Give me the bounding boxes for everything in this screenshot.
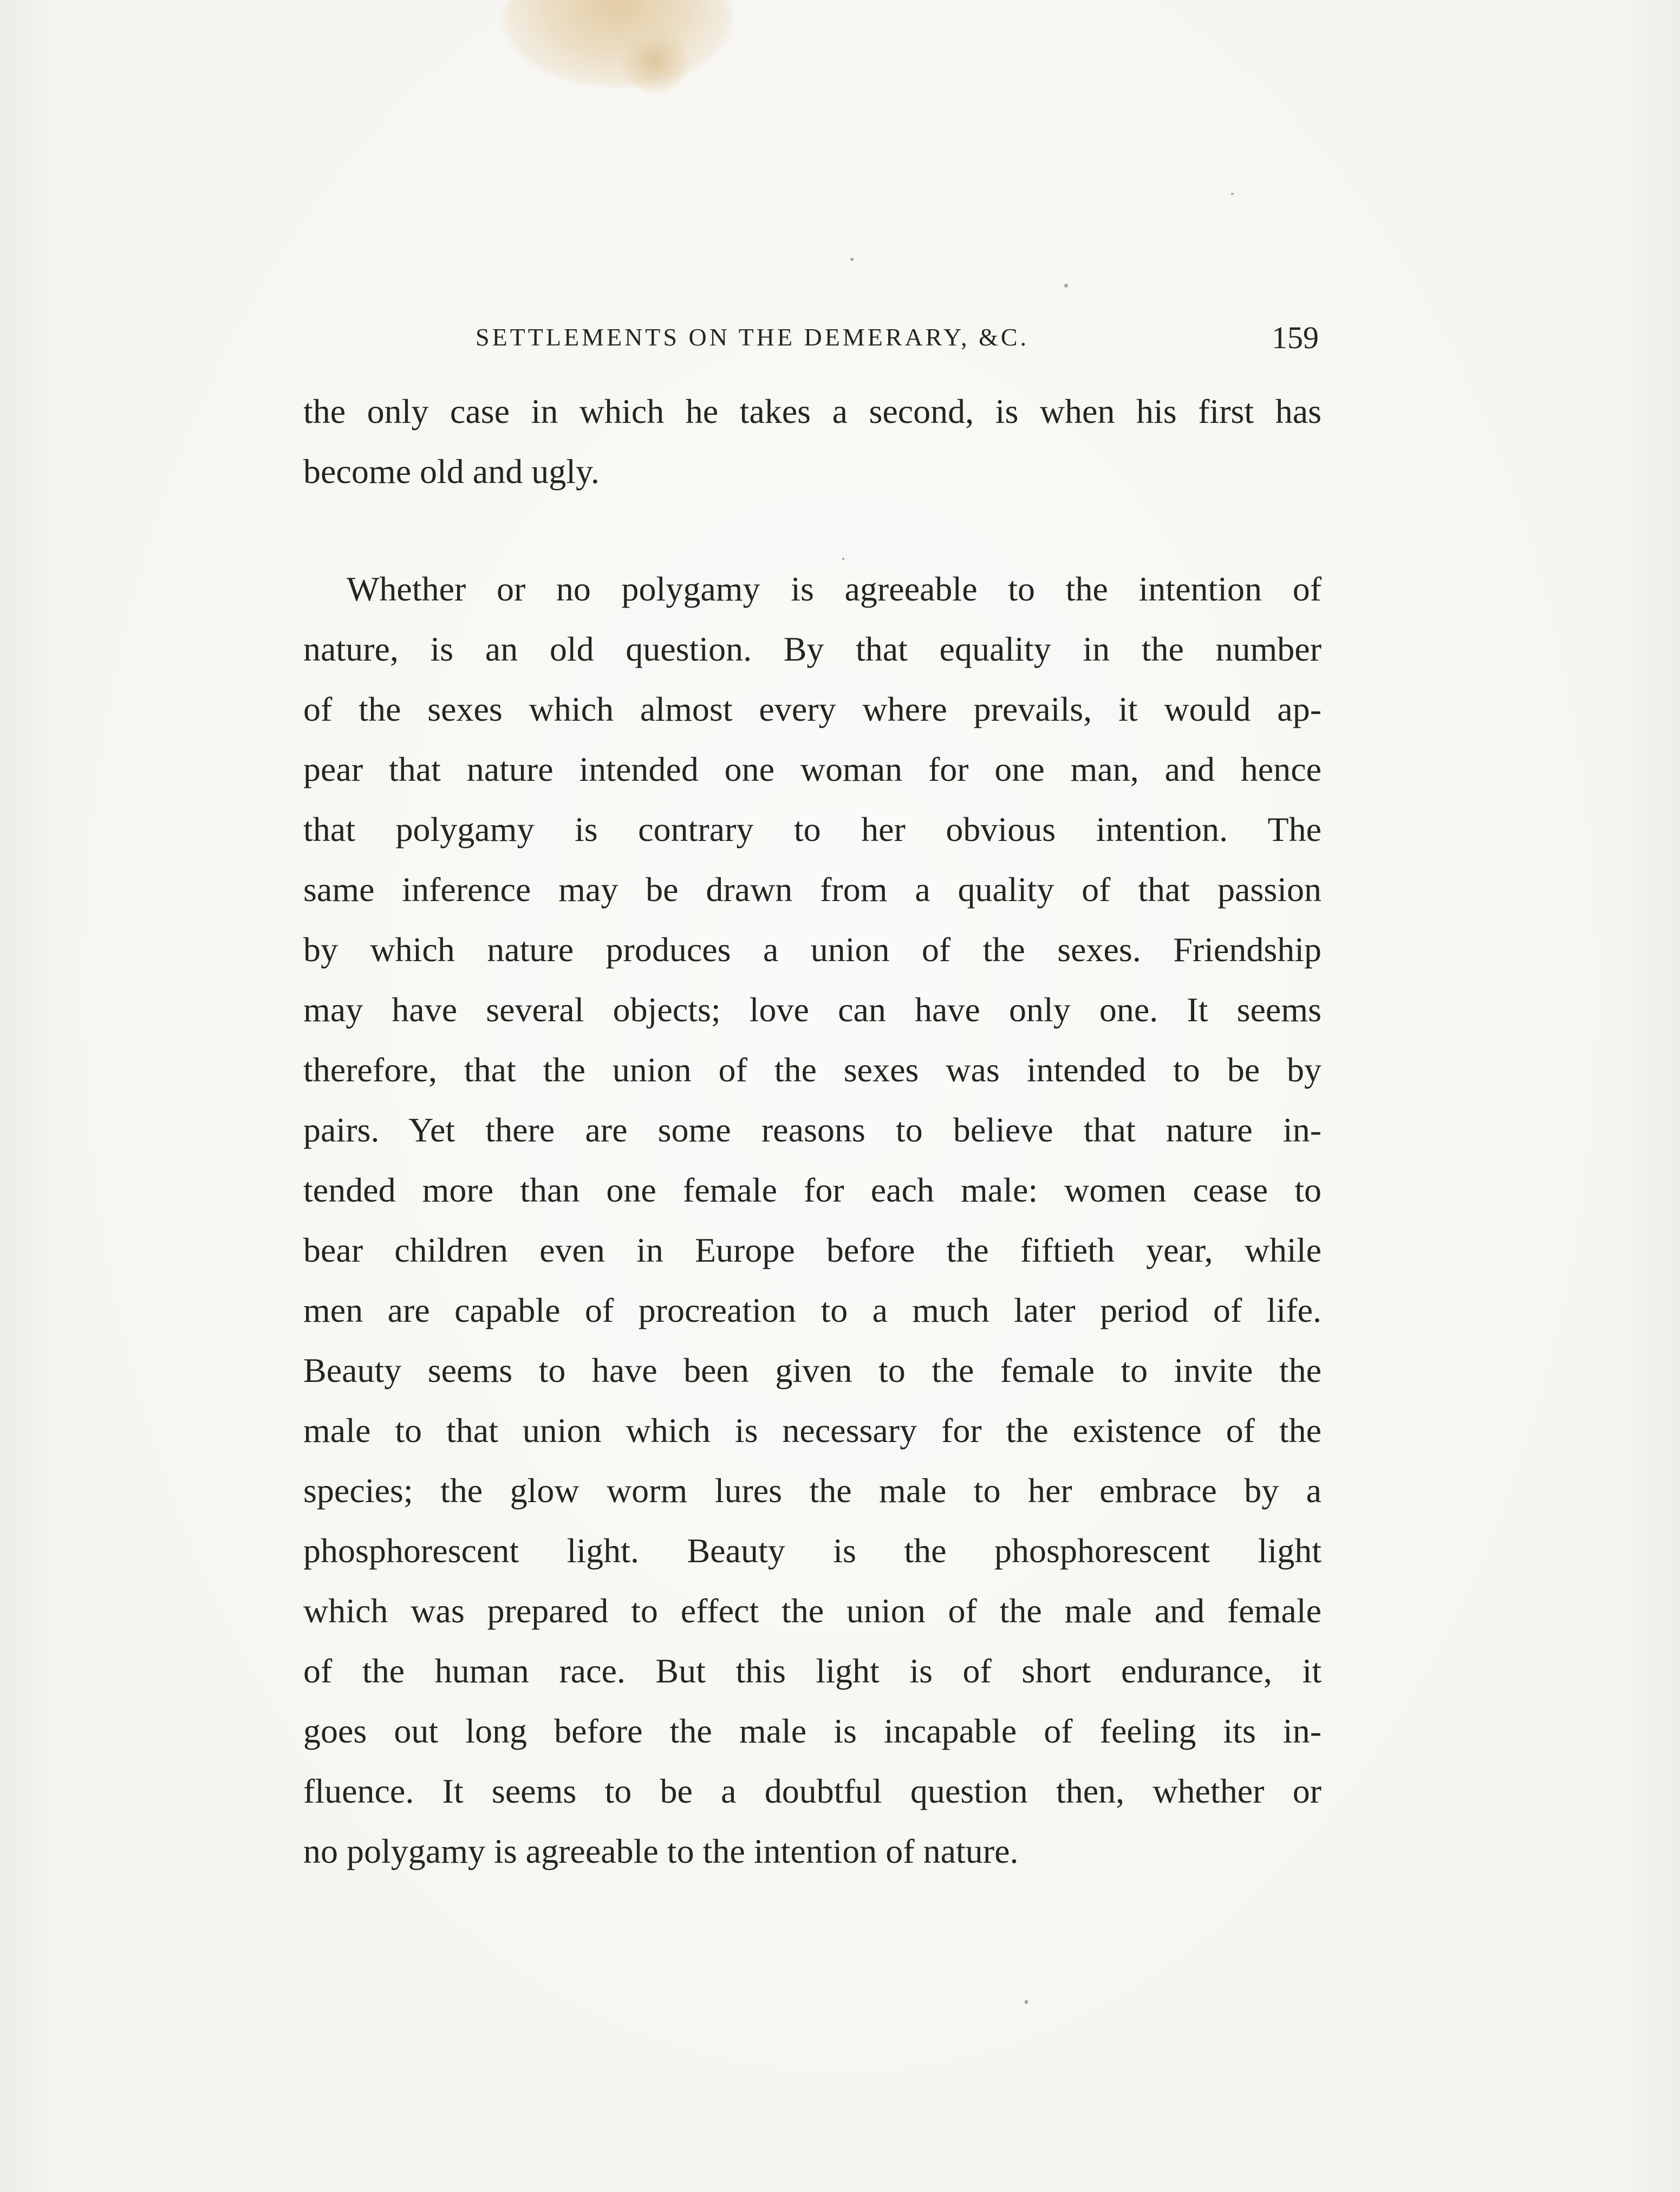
- text-line: no polygamy is agreeable to the intention of nature.: [303, 1832, 1019, 1870]
- text-line: pear that nature intended one woman for one man, and hence: [303, 750, 1321, 788]
- text-line: tended more than one female for each male: women cease to: [303, 1171, 1321, 1209]
- text-line: become old and ugly.: [303, 452, 600, 491]
- text-line: that polygamy is contrary to her obvious intention. The: [303, 810, 1321, 849]
- paragraph: [303, 381, 1321, 501]
- text-line: men are capable of procreation to a much later period of life.: [303, 1291, 1321, 1329]
- running-title: SETTLEMENTS ON THE DEMERARY, &C.: [476, 323, 1030, 351]
- text-line: goes out long before the male is incapable of feeling its in-: [303, 1712, 1321, 1750]
- text-line: species; the glow worm lures the male to her embrace by a: [303, 1471, 1321, 1510]
- text-line: fluence. It seems to be a doubtful question then, whether or: [303, 1772, 1321, 1810]
- text-line: of the human race. But this light is of short endurance, it: [303, 1652, 1321, 1690]
- text-line: may have several objects; love can have only one. It seems: [303, 990, 1321, 1029]
- text-line: by which nature produces a union of the sexes. Friendship: [303, 930, 1321, 969]
- text-line: the only case in which he takes a second, is when his first has: [303, 392, 1321, 430]
- text-line: Whether or no polygamy is agreeable to the intention of: [347, 570, 1321, 608]
- water-stain-spot: [623, 32, 688, 92]
- text-line: phosphorescent light. Beauty is the phosphorescent light: [303, 1531, 1321, 1570]
- text-line: male to that union which is necessary for the existence of the: [303, 1411, 1321, 1450]
- paragraph: [303, 559, 1321, 1881]
- page-number: 159: [1272, 320, 1319, 355]
- body-text: [303, 381, 1321, 1881]
- paragraph-gap: [303, 501, 1321, 559]
- text-line: therefore, that the union of the sexes was intended to be by: [303, 1051, 1321, 1089]
- running-head: [303, 320, 1330, 366]
- text-line: which was prepared to effect the union of the male and female: [303, 1591, 1321, 1630]
- text-line: of the sexes which almost every where prevails, it would ap-: [303, 690, 1321, 728]
- text-line: nature, is an old question. By that equality in the number: [303, 630, 1321, 668]
- text-line: bear children even in Europe before the fiftieth year, while: [303, 1231, 1321, 1269]
- text-line: pairs. Yet there are some reasons to believe that nature in-: [303, 1111, 1321, 1149]
- text-line: same inference may be drawn from a quality of that passion: [303, 870, 1321, 909]
- water-stain: [504, 0, 731, 87]
- text-line: Beauty seems to have been given to the female to invite the: [303, 1351, 1321, 1389]
